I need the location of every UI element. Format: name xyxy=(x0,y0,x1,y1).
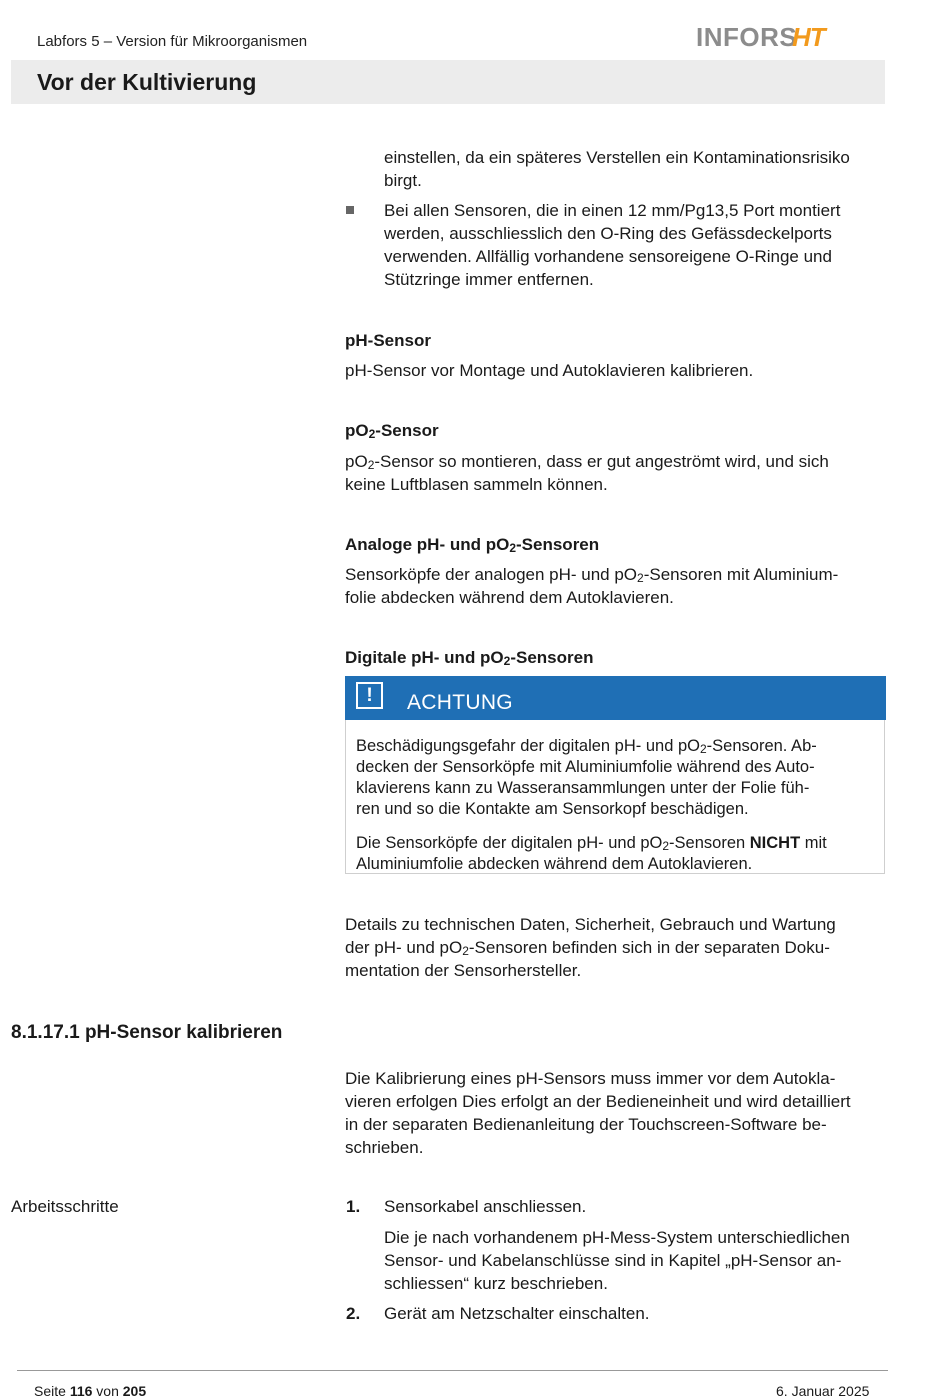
intro-line: einstellen, da ein späteres Verstellen ein Kontaminationsrisiko xyxy=(384,148,850,167)
intro-continuation xyxy=(384,146,850,192)
details-paragraph: Details zu technischen Daten, Sicherheit, Gebrauch und Wartung der pH- und $pO_2$-Sensoren befinden sich in der separaten Doku- mentation der Sensorhersteller. xyxy=(345,915,836,980)
warning-header xyxy=(345,676,886,720)
document-date: 6. Januar 2025 xyxy=(776,1383,870,1399)
warning-paragraph-2: Die Sensorköpfe der digitalen pH- und $pO_2$-Sensoren NICHT mit Aluminiumfolie abdecken während dem Autoklavieren. xyxy=(356,834,827,873)
ph-sensor-heading: pH-Sensor xyxy=(345,331,431,350)
bullet-line: verwenden. Allfällig vorhandene sensoreigene O-Ringe und xyxy=(384,247,832,266)
bullet-line: Bei allen Sensoren, die in einen 12 mm/Pg13,5 Port montiert xyxy=(384,201,841,220)
ph-sensor-text: pH-Sensor vor Montage und Autoklavieren kalibrieren. xyxy=(345,361,754,380)
step-1-text: Sensorkabel anschliessen. xyxy=(384,1197,587,1216)
logo-text-infors: INFORS xyxy=(696,22,798,52)
step-1-number: 1. xyxy=(346,1197,361,1216)
po2-sensor-text: $pO_2$-Sensor so montieren, dass er gut angeströmt wird, und sich keine Luftblasen sammeln können. xyxy=(345,452,829,494)
chapter-title-bar xyxy=(11,60,885,104)
logo-text-ht: HT xyxy=(792,22,825,52)
warning-title: ACHTUNG xyxy=(407,691,513,714)
page-number: Seite 116 von 205 xyxy=(34,1383,147,1399)
step-2-text: Gerät am Netzschalter einschalten. xyxy=(384,1304,650,1323)
chapter-title: Vor der Kultivierung xyxy=(37,69,257,95)
section-paragraph: Die Kalibrierung eines pH-Sensors muss immer vor dem Autokla- vieren erfolgen Dies erfolgt an der Bedieneinheit und wird detailliert in der separaten Bedienanleitung der Touchscreen-Software be- schrieben. xyxy=(345,1069,851,1157)
analog-sensors-text: Sensorköpfe der analogen pH- und $pO_2$-Sensoren mit Aluminium- folie abdecken während dem Autoklavieren. xyxy=(345,565,839,607)
steps-label: Arbeitsschritte xyxy=(11,1197,119,1216)
intro-line: birgt. xyxy=(384,171,422,190)
step-2-number: 2. xyxy=(346,1304,361,1323)
bullet-line: Stützringe immer entfernen. xyxy=(384,270,594,289)
warning-box xyxy=(345,676,885,874)
po2-sensor-heading: $pO_2$-Sensor xyxy=(345,421,439,441)
infors-ht-logo xyxy=(696,22,846,54)
bullet-line: werden, ausschliesslich den O-Ring des Gefässdeckelports xyxy=(384,224,832,243)
step-1-note: Die je nach vorhandenem pH-Mess-System unterschiedlichen Sensor- und Kabelanschlüsse sind in Kapitel „pH-Sensor an- schliessen“ kurz beschrieben. xyxy=(384,1228,850,1293)
section-heading: 8.1.17.1 pH-Sensor kalibrieren xyxy=(11,1022,283,1043)
footer-divider xyxy=(17,1370,888,1371)
bullet-square-icon xyxy=(346,206,354,214)
digital-sensors-heading: Digitale pH- und $pO_2$-Sensoren xyxy=(345,648,594,668)
exclamation-icon: ! xyxy=(356,682,383,709)
document-subtitle: Labfors 5 – Version für Mikroorganismen xyxy=(37,33,308,50)
bullet-item xyxy=(384,199,840,291)
warning-paragraph-1: Beschädigungsgefahr der digitalen pH- und $pO_2$-Sensoren. Ab- decken der Sensorköpfe mit Aluminiumfolie während des Auto- klavierens kann zu Wasseransammlungen unter der Folie füh- ren und so die Kontakte am Sensorkopf beschädigen. xyxy=(356,737,817,818)
analog-sensors-heading: Analoge pH- und $pO_2$-Sensoren xyxy=(345,535,600,555)
